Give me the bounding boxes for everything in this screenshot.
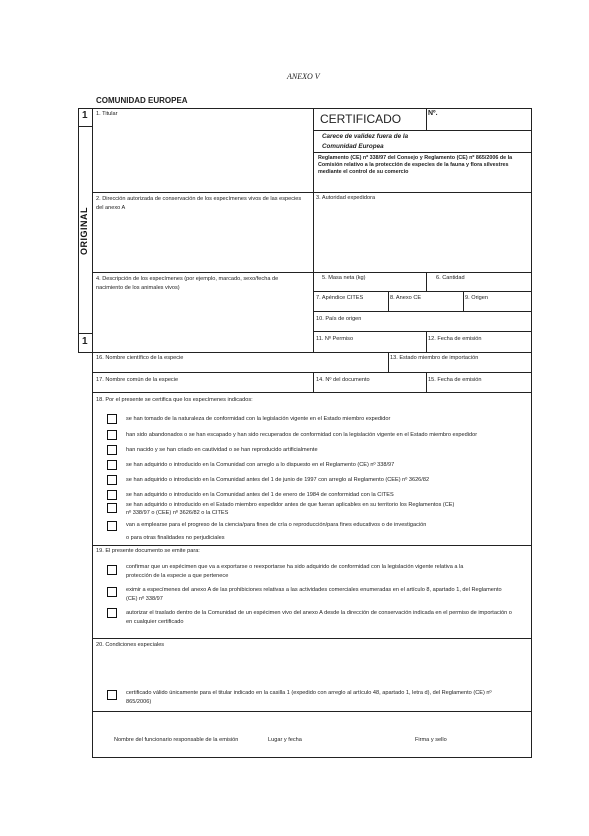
field-2-label: 2. Dirección autorizada de conservación de los especímenes vivos de las especies del anexo A [96,196,302,211]
validity-line1: Carece de validez fuera de la [322,133,409,140]
section-18-item: han nacido y se han criado en cautividad o se han reproducido artificialmente [126,447,318,453]
checkbox-18-8[interactable] [107,521,117,531]
field-10-label: 10. País de origen [316,316,362,322]
field-15-label: 15. Fecha de emisión [428,377,482,383]
section-18-tail: o para otras finalidades no perjudiciales [126,535,225,541]
checkbox-19-2[interactable] [107,587,117,597]
section-18-item: se han adquirido o introducido en la Comunidad con arreglo a lo dispuesto en el Reglamento (CE) nº 338/97 [126,462,395,468]
field-5-label: 5. Masa neta (kg) [322,275,366,281]
annex-title: ANEXO V [287,72,320,81]
checkbox-19-1[interactable] [107,565,117,575]
validity-line2: Comunidad Europea [322,143,384,150]
section-18-item: se han adquirido o introducido en la Comunidad antes del 1 de junio de 1997 con arreglo al Reglamento (CEE) nº 3626/82 [126,477,430,483]
field-13-label: 13. Estado miembro de importación [390,355,479,361]
checkbox-18-2[interactable] [107,430,117,440]
section-18-heading: 18. Por el presente se certifica que los especímenes indicados: [96,397,253,403]
community-title: COMUNIDAD EUROPEA [96,96,188,105]
field-1-label: 1. Titular [96,111,118,117]
checkbox-18-6[interactable] [107,490,117,500]
field-12-label: 12. Fecha de emisión [428,336,482,342]
place-date-label: Lugar y fecha [268,737,302,743]
field-11-label: 11. Nº Permiso [316,336,354,342]
checkbox-20-1[interactable] [107,690,117,700]
field-6-label: 6. Cantidad [436,275,465,281]
official-name-label: Nombre del funcionario responsable de la emisión [114,737,239,743]
checkbox-18-3[interactable] [107,445,117,455]
number-label: Nº. [428,110,438,117]
copy-number-top: 1 [82,110,88,121]
field-7-label: 7. Apéndice CITES [316,295,364,301]
checkbox-19-3[interactable] [107,608,117,618]
section-20-item: certificado válido únicamente para el titular indicado en la casilla 1 (expedido con arreglo al artículo 48, apartado 1, letra d), del Reglamento (CE) nº 865/2006) [126,690,492,705]
section-18-item: van a emplearse para el progreso de la ciencia/para fines de cría o reproducción/para fines educativos o de investigación [126,522,427,528]
checkbox-18-5[interactable] [107,475,117,485]
section-18-item: se han tomado de la naturaleza de conformidad con la legislación vigente en el Estado miembro expedidor [126,416,391,422]
field-3-label: 3. Autoridad expedidora [316,195,376,201]
field-9-label: 9. Origen [465,295,489,301]
signature-stamp-label: Firma y sello [415,737,447,743]
section-19-heading: 19. El presente documento se emite para: [96,548,200,554]
field-17-label: 17. Nombre común de la especie [96,377,179,383]
section-20-heading: 20. Condiciones especiales [96,642,165,648]
section-18-item: se han adquirido o introducido en la Comunidad antes del 1 de enero de 1984 de conformidad con la CITES [126,492,394,498]
section-18-item: se han adquirido o introducido en el Estado miembro expedidor antes de que fueran aplicables en su territorio los Reglamentos (CE) nº 338/97 o (CEE) nº 3626/82 o la CITES [126,502,455,516]
checkbox-18-7[interactable] [107,503,117,513]
field-8-label: 8. Anexo CE [390,295,422,301]
original-label: ORIGINAL [79,207,89,255]
section-19-item: eximir a especímenes del anexo A de las prohibiciones relativas a las actividades comerciales enumeradas en el artículo 8, apartado 1, del Reglamento (CE) nº 338/97 [126,587,502,602]
field-14-label: 14. Nº del documento [316,377,370,383]
section-19-item: confirmar que un espécimen que va a exportarse o reexportarse ha sido adquirido de conformidad con la legislación vigente relativa a la protección de la especie a que pertenece [126,564,464,579]
checkbox-18-1[interactable] [107,414,117,424]
field-4-label: 4. Descripción de los especímenes (por ejemplo, marcado, sexo/fecha de nacimiento de los animales vivos) [96,276,279,291]
checkbox-18-4[interactable] [107,460,117,470]
copy-number-bottom: 1 [82,336,88,347]
section-19-item: autorizar el traslado dentro de la Comunidad de un espécimen vivo del anexo A desde la dirección de conservación indicada en el permiso de importación o en cualquier certificado [126,610,512,625]
regulation-text: Reglamento (CE) nº 338/97 del Consejo y Reglamento (CE) nº 865/2006 de la Comisión relativo a la protección de especies de la fauna y flora silvestres mediante el control de su comercio [318,155,513,175]
section-18-item: han sido abandonados o se han escapado y han sido recuperados de conformidad con la legislación vigente en el Estado miembro expedidor [126,432,478,438]
certificate-title: CERTIFICADO [320,112,402,126]
field-16-label: 16. Nombre científico de la especie [96,355,184,361]
